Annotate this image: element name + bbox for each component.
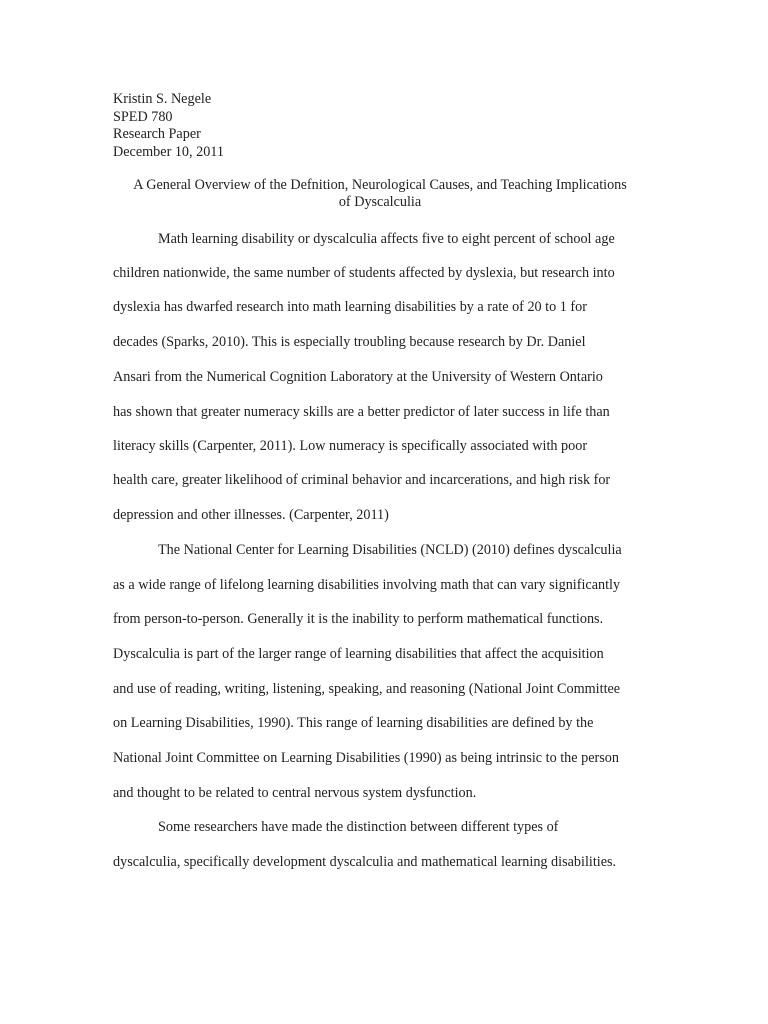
body-text-line: has shown that greater numeracy skills are a better predictor of later success in life than <box>113 404 610 420</box>
paper-title <box>100 177 660 211</box>
course-code: SPED 780 <box>113 108 173 125</box>
paper-title-line: A General Overview of the Defnition, Neurological Causes, and Teaching Implications <box>133 177 627 193</box>
document-date: December 10, 2011 <box>113 143 224 160</box>
body-text-line: health care, greater likelihood of criminal behavior and incarcerations, and high risk for <box>113 472 611 488</box>
body-text-line: literacy skills (Carpenter, 2011). Low numeracy is specifically associated with poor <box>113 438 588 454</box>
body-text-line: children nationwide, the same number of students affected by dyslexia, but research into <box>113 265 615 281</box>
body-text-line: Dyscalculia is part of the larger range of learning disabilities that affect the acquisition <box>113 646 604 662</box>
body-text-line: Ansari from the Numerical Cognition Laboratory at the University of Western Ontario <box>113 369 603 385</box>
body-text-line: dyscalculia, specifically development dyscalculia and mathematical learning disabilities. <box>113 854 617 870</box>
body-text-line: and thought to be related to central nervous system dysfunction. <box>113 785 477 801</box>
body-text-line: depression and other illnesses. (Carpenter, 2011) <box>113 507 389 523</box>
body-text-line: as a wide range of lifelong learning disabilities involving math that can vary significantly <box>113 577 621 593</box>
document-type: Research Paper <box>113 126 201 142</box>
body-text-line: The National Center for Learning Disabilities (NCLD) (2010) defines dyscalculia <box>158 542 622 558</box>
body-text-line: Math learning disability or dyscalculia affects five to eight percent of school age <box>158 231 615 247</box>
author-header-block <box>113 91 224 161</box>
body-text-line: National Joint Committee on Learning Disabilities (1990) as being intrinsic to the person <box>113 750 619 766</box>
body-text-line: decades (Sparks, 2010). This is especially troubling because research by Dr. Daniel <box>113 334 586 350</box>
body-text-line: on Learning Disabilities, 1990). This range of learning disabilities are defined by the <box>113 715 594 731</box>
author-name: Kristin S. Negele <box>113 91 212 107</box>
body-text-line: and use of reading, writing, listening, speaking, and reasoning (National Joint Committee <box>113 681 621 697</box>
body-text-line: dyslexia has dwarfed research into math learning disabilities by a rate of 20 to 1 for <box>113 299 587 315</box>
paper-title-line: of Dyscalculia <box>338 194 422 210</box>
body-text-line: from person-to-person. Generally it is the inability to perform mathematical functions. <box>113 611 604 627</box>
body-text-line: Some researchers have made the distinction between different types of <box>158 819 559 835</box>
